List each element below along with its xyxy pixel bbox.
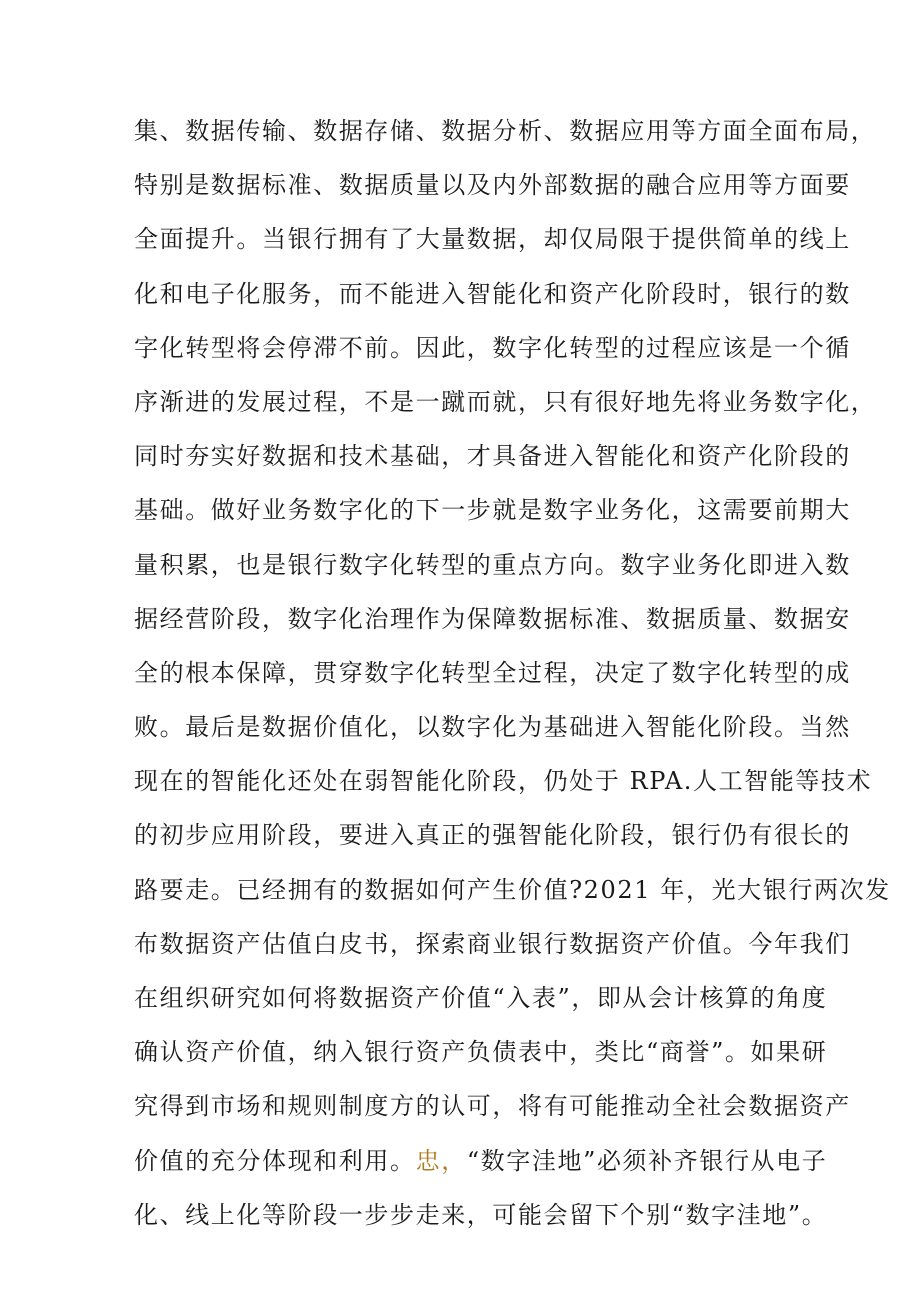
text-line-9: 量积累，也是银行数字化转型的重点方向。数字业务化即进入数 <box>134 550 851 579</box>
text-line-21: 化、线上化等阶段一步步走来，可能会留下个别“数字洼地”。 <box>134 1200 828 1229</box>
text-line-12: 败。最后是数据价值化，以数字化为基础进入智能化阶段。当然 <box>134 713 851 742</box>
text-line-14: 的初步应用阶段，要进入真正的强智能化阶段，银行仍有很长的 <box>134 821 851 850</box>
text-line-16: 布数据资产估值白皮书，探索商业银行数据资产价值。今年我们 <box>134 929 851 958</box>
text-line-20 <box>134 1134 828 1188</box>
text-line-13: 现在的智能化还处在弱智能化阶段，仍处于 RPA.人工智能等技术 <box>134 767 873 796</box>
text-line-1: 集、数据传输、数据存储、数据分析、数据应用等方面全面布局， <box>134 117 877 145</box>
text-line-3: 全面提升。当银行拥有了大量数据，却仅局限于提供简单的线上 <box>134 225 851 254</box>
text-line-18: 确认资产价值，纳入银行资产负债表中，类比“商誉”。如果研 <box>134 1038 828 1067</box>
text-line-20-start: 价值的充分体现和利用。 <box>134 1146 416 1175</box>
text-line-2: 特别是数据标准、数据质量以及内外部数据的融合应用等方面要 <box>134 171 851 200</box>
text-line-5: 字化转型将会停滞不前。因此，数字化转型的过程应该是一个循 <box>134 333 851 362</box>
text-line-7: 同时夯实好数据和技术基础，才具备进入智能化和资产化阶段的 <box>134 442 851 471</box>
text-line-10: 据经营阶段，数字化治理作为保障数据标准、数据质量、数据安 <box>134 604 851 633</box>
text-line-15: 路要走。已经拥有的数据如何产生价值?2021 年，光大银行两次发 <box>134 875 891 904</box>
text-line-8: 基础。做好业务数字化的下一步就是数字业务化，这需要前期大 <box>134 496 851 525</box>
text-line-20-end: “数字洼地”必须补齐银行从电子 <box>466 1146 828 1175</box>
highlighted-word: 忠， <box>415 1146 467 1175</box>
text-line-11: 全的根本保障，贯穿数字化转型全过程，决定了数字化转型的成 <box>134 658 851 687</box>
text-line-19: 究得到市场和规则制度方的认可，将有可能推动全社会数据资产 <box>134 1092 851 1121</box>
body-text <box>134 104 891 1242</box>
text-line-4: 化和电子化服务，而不能进入智能化和资产化阶段时，银行的数 <box>134 279 851 308</box>
text-line-17: 在组织研究如何将数据资产价值“入表”，即从会计核算的角度 <box>134 984 828 1012</box>
text-line-6: 序渐进的发展过程，不是一蹴而就，只有很好地先将业务数字化， <box>134 387 877 416</box>
